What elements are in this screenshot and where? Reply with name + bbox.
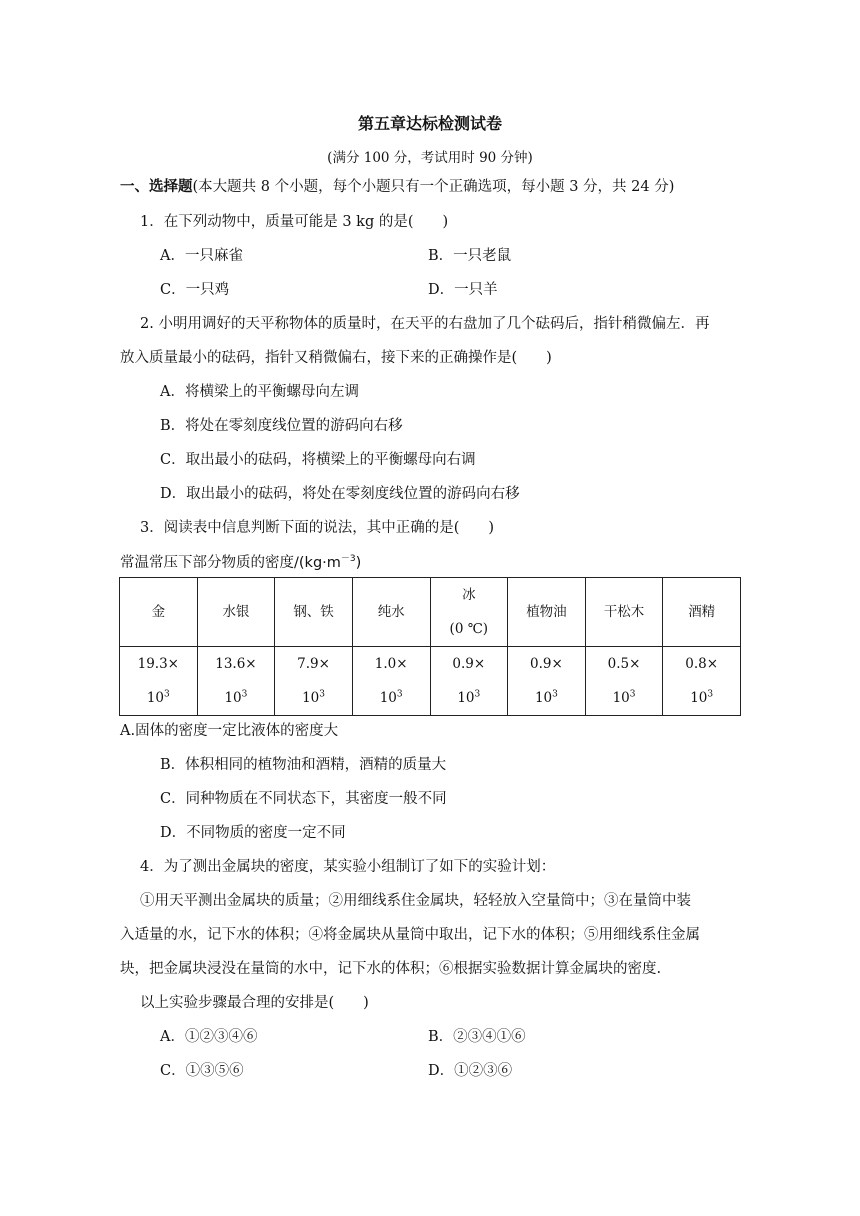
power-exponent: 3	[629, 689, 636, 700]
power-exponent: 3	[164, 689, 170, 700]
q1-option-b: B．一只老鼠	[428, 248, 512, 264]
q3-option-c: C．同种物质在不同状态下，其密度一般不同	[160, 791, 447, 807]
q3-option-b: B．体积相同的植物油和酒精，酒精的质量大	[160, 757, 447, 773]
value-mantissa: 0.9×	[452, 656, 486, 672]
q4-option-b: B．②③④①⑥	[428, 1029, 526, 1045]
table-header-cell: 金	[120, 578, 198, 647]
q2-option-a: A．将横梁上的平衡螺母向左调	[160, 384, 359, 400]
power-base: 10	[690, 690, 708, 706]
section-heading	[120, 177, 674, 197]
power-base: 10	[379, 690, 397, 706]
power-exponent: 3	[474, 689, 481, 700]
q4-stem: 4．为了测出金属块的密度，某实验小组制订了如下的实验计划：	[140, 859, 556, 875]
q4-option-d: D．①②③⑥	[428, 1063, 513, 1079]
table-header-cell: 钢、铁	[275, 578, 353, 647]
table-value-cell	[197, 647, 275, 716]
table-header-row	[120, 578, 741, 647]
table-value-cell	[352, 647, 430, 716]
value-mantissa: 7.9×	[297, 656, 330, 672]
table-header-cell: 水银	[197, 578, 275, 647]
q2-option-b: B．将处在零刻度线位置的游码向右移	[160, 418, 403, 434]
table-value-row	[120, 647, 741, 716]
value-power	[198, 681, 275, 715]
power-base: 10	[534, 690, 553, 706]
table-value-cell	[663, 647, 741, 716]
page-subtitle: (满分 100 分，考试用时 90 分钟)	[327, 150, 533, 166]
value-mantissa: 0.8×	[685, 656, 719, 672]
ice-label: 冰	[462, 587, 476, 603]
power-exponent: 3	[552, 689, 558, 700]
value-mantissa: 0.9×	[530, 656, 563, 672]
value-power	[275, 681, 352, 715]
table-value-cell	[120, 647, 198, 716]
q2-stem-line1: 2. 小明用调好的天平称物体的质量时，在天平的右盘加了几个砝码后，指针稍微偏左．再	[140, 316, 710, 332]
table-value-cell	[275, 647, 353, 716]
q4-plan-line3: 块，把金属块浸没在量筒的水中，记下水的体积；⑥根据实验数据计算金属块的密度.	[120, 961, 662, 977]
q1-option-c: C．一只鸡	[160, 282, 230, 298]
q4-plan-line2: 入适量的水，记下水的体积；④将金属块从量筒中取出，记下水的体积；⑤用细线系住金属	[120, 927, 700, 943]
power-base: 10	[224, 690, 242, 706]
value-power	[663, 681, 740, 715]
q3-option-a: A.固体的密度一定比液体的密度大	[120, 723, 339, 739]
q1-option-a: A．一只麻雀	[160, 248, 243, 264]
ice-note: (0 ℃)	[449, 621, 489, 637]
q1-stem: 1．在下列动物中，质量可能是 3 kg 的是( )	[140, 214, 449, 230]
power-base: 10	[146, 690, 165, 706]
table-caption-close: )	[355, 555, 362, 571]
value-mantissa: 1.0×	[374, 656, 408, 672]
table-caption-exponent: －3	[340, 554, 356, 565]
value-power	[586, 681, 663, 715]
power-exponent: 3	[319, 689, 326, 700]
page-title: 第五章达标检测试卷	[357, 114, 502, 133]
power-base: 10	[457, 690, 475, 706]
value-power	[353, 681, 430, 715]
power-base: 10	[302, 690, 320, 706]
table-header-cell: 干松木	[585, 578, 663, 647]
power-exponent: 3	[241, 689, 248, 700]
q4-option-a: A．①②③④⑥	[160, 1029, 258, 1045]
table-caption	[120, 551, 361, 572]
table-value-cell	[430, 647, 508, 716]
q3-stem: 3．阅读表中信息判断下面的说法，其中正确的是( )	[140, 520, 495, 536]
table-value-cell	[508, 647, 586, 716]
section-description: (本大题共 8 个小题，每个小题只有一个正确选项，每小题 3 分，共 24 分)	[192, 179, 675, 195]
q2-stem-line2: 放入质量最小的砝码，指针又稍微偏右，接下来的正确操作是( )	[120, 350, 552, 366]
value-power	[120, 681, 197, 715]
power-exponent: 3	[707, 689, 714, 700]
table-header-cell-ice	[430, 578, 508, 647]
q1-option-d: D．一只羊	[428, 282, 498, 298]
value-mantissa: 13.6×	[215, 656, 257, 672]
table-caption-text: 常温常压下部分物质的密度/(kg·m	[120, 555, 341, 571]
q2-option-d: D．取出最小的砝码，将处在零刻度线位置的游码向右移	[160, 486, 520, 502]
table-header-cell: 酒精	[663, 578, 741, 647]
power-base: 10	[612, 690, 630, 706]
value-power	[508, 681, 585, 715]
value-mantissa: 19.3×	[137, 656, 179, 672]
q4-plan-line1: ①用天平测出金属块的质量；②用细线系住金属块，轻轻放入空量筒中；③在量筒中装	[140, 893, 691, 909]
section-label: 一、选择题	[120, 179, 193, 195]
value-mantissa: 0.5×	[607, 656, 641, 672]
q2-option-c: C．取出最小的砝码，将横梁上的平衡螺母向右调	[160, 452, 476, 468]
table-header-cell: 纯水	[352, 578, 430, 647]
power-exponent: 3	[396, 689, 403, 700]
value-power	[431, 681, 508, 715]
density-table	[119, 577, 741, 716]
table-header-cell: 植物油	[508, 578, 586, 647]
q4-question: 以上实验步骤最合理的安排是( )	[140, 995, 369, 1011]
table-value-cell	[585, 647, 663, 716]
q3-option-d: D．不同物质的密度一定不同	[160, 825, 346, 841]
q4-option-c: C．①③⑤⑥	[160, 1063, 244, 1079]
